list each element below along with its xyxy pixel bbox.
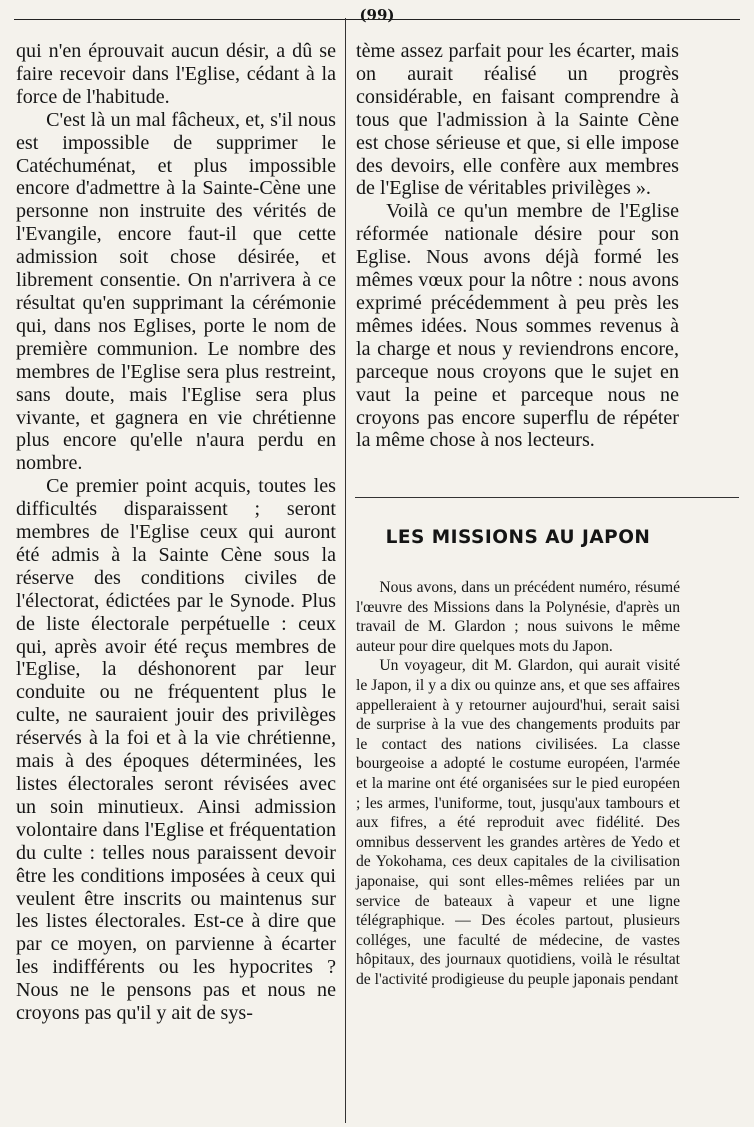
top-rule	[14, 19, 740, 20]
paragraph: Ce premier point acquis, toutes les difficultés disparaissent ; seront membres de l'Eglise ceux qui auront été admis à la Sainte Cène sous la réserve des conditions civiles de l'électorat, édictées par le Synode. Plus de liste électorale perpétuelle : ceux qui, après avoir été reçus membres de l'Eglise, la déshonorent par leur conduite ou ne fréquentent plus le culte, ne sauraient jouir des privilèges réservés à la foi et à la vie chrétienne, mais à des époques déterminées, les listes électorales seront révisées avec un soin minutieux. Ainsi admission volontaire dans l'Eglise et fréquentation du culte : telles nous paraissent devoir être les conditions imposées à ceux qui veulent être inscrits ou maintenus sur les listes électorales. Est-ce à dire que par ce moyen, on parvienne à écarter les indifférents ou les hypocrites ? Nous ne le pensons pas et nous ne croyons pas qu'il y ait de sys-	[16, 475, 336, 1025]
paragraph: Nous avons, dans un précédent numéro, résumé l'œuvre des Missions dans la Polynésie, d'après un travail de M. Glardon ; nous suivons le même auteur pour dire quelques mots du Japon.	[356, 579, 680, 655]
paragraph: qui n'en éprouvait aucun désir, a dû se faire recevoir dans l'Eglise, cédant à la force de l'habitude.	[16, 40, 336, 108]
page-number: (99)	[359, 6, 395, 24]
column-divider	[345, 18, 346, 1123]
right-column-bottom	[356, 578, 680, 989]
paragraph: C'est là un mal fâcheux, et, s'il nous est impossible de supprimer le Catéchuménat, et plus impossible encore d'admettre à la Sainte-Cène une personne non instruite des vérités de l'Evangile, encore faut-il que cette admission soit chose désirée, et librement consentie. On n'arrivera à ce résultat qu'en supprimant la cérémonie qui, dans nos Eglises, porte le nom de première communion. Le nombre des membres de l'Eglise sera plus restreint, sans doute, mais l'Eglise sera plus vivante, et gagnera en vie chrétienne plus encore qu'elle n'aura perdu en nombre.	[16, 108, 336, 475]
section-title: LES MISSIONS AU JAPON	[385, 527, 651, 548]
left-column	[16, 40, 336, 1025]
paragraph: Un voyageur, dit M. Glardon, qui aurait visité le Japon, il y a dix ou quinze ans, et que ses affaires appelleraient à y retourner aujourd'hui, serait saisi de surprise à la vue des changements produits par le contact des nations civilisées. La classe bourgeoise a adopté le costume européen, l'armée et la marine ont été organisées sur le pied européen ; les armes, l'uniforme, tout, jusqu'aux tambours et aux fifres, a été reproduit avec fidélité. Des omnibus desservent les grandes artères de Yedo et de Yokohama, ces deux capitales de la civilisation japonaise, qui sont elles-mêmes reliées par un service de bateaux à vapeur et une ligne télégraphique. — Des écoles partout, plusieurs colléges, une faculté de médecine, de vastes hôpitaux, des journaux quotidiens, voilà le résultat de l'activité prodigieuse du peuple japonais pendant	[356, 657, 680, 988]
right-column-top	[356, 40, 679, 452]
paragraph: tème assez parfait pour les écarter, mais on aurait réalisé un progrès considérable, en faisant comprendre à tous que l'admission à la Sainte Cène est chose sérieuse et que, si elle impose des devoirs, elle confère aux membres de l'Eglise de véritables privilèges ».	[356, 40, 679, 200]
section-rule	[355, 497, 739, 498]
paragraph: Voilà ce qu'un membre de l'Eglise réformée nationale désire pour son Eglise. Nous avons déjà formé les mêmes vœux pour la nôtre : nous avons exprimé précédemment à peu près les mêmes idées. Nous sommes revenus à la charge et nous y reviendrons encore, parceque nous croyons que le sujet en vaut la peine et parceque nous ne croyons pas encore superflu de répéter la même chose à nos lecteurs.	[356, 200, 679, 452]
